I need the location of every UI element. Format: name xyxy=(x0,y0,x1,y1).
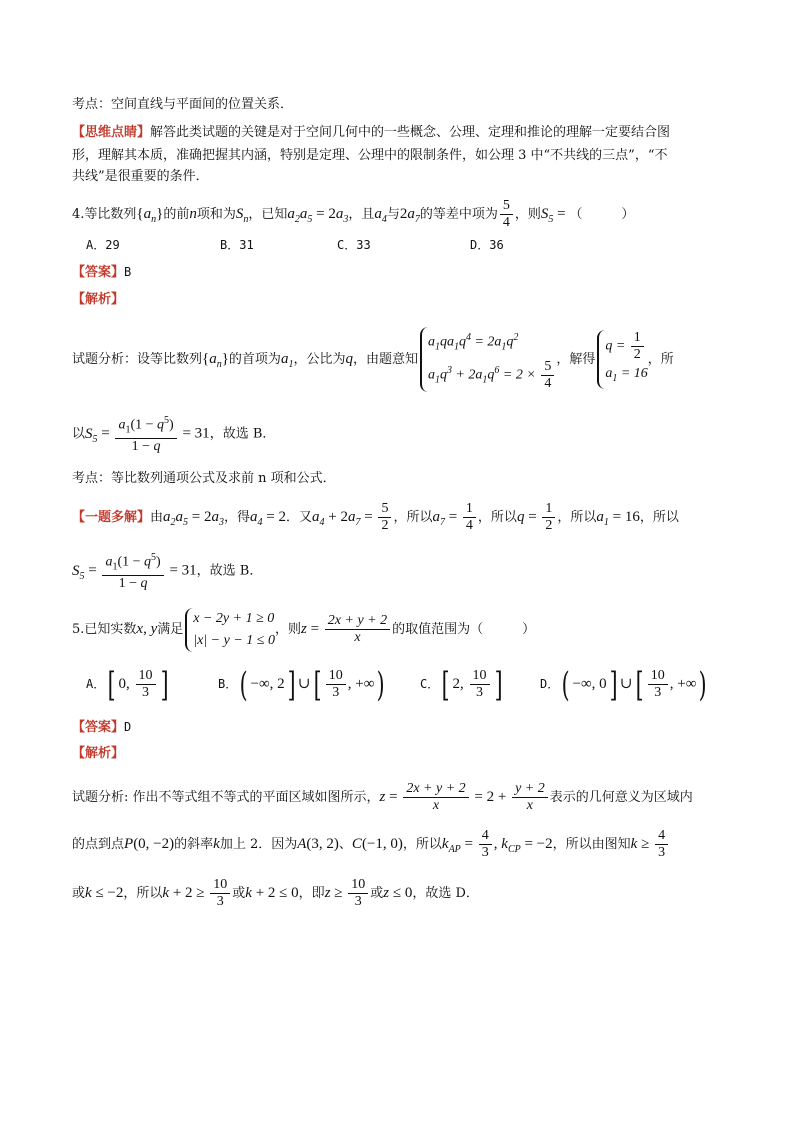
equation-system: $a_1qa_1q^4 = 2a_1q^2$ $a_1q^3 + 2a_1q^6 = 2$ × $\frac{5}{4}$ xyxy=(420,327,556,391)
q4-option-c: C．33 xyxy=(337,238,371,252)
siwei-line-1: 【思维点睛】解答此类试题的关键是对于空间几何中的一些概念、公理、定理和推论的理解一定要结合图 xyxy=(72,125,671,140)
q4-analysis-line-1: 试题分析：设等比数列$\{a_n\}$的首项为$a_1$，公比为q，由题意知 $a_1qa_1q^4 = 2a_1q^2$ $a_1q^3 + 2a_1q^6 = 2$ × $\frac{5}{4}$ ，解得 q = $\frac{1}{2}$ $a_1 = 16$ ，所 xyxy=(72,327,674,397)
solution-system: q = $\frac{1}{2}$ $a_1 = 16$ xyxy=(597,330,647,390)
yiti-line-2: $S_5$ = $\frac{a_1(1 - q^5)}{1 - q}$ = 31，故选 B． xyxy=(72,552,263,592)
q5-analysis-line-1: 试题分析: 作出不等式组不等式的平面区域如图所示，z = $\frac{2x + y + 2}{x}$ = 2 + $\frac{y + 2}{x}$ 表示的几何意义为区域内 xyxy=(72,781,693,813)
q5-analysis-tag: 【解析】 xyxy=(72,746,125,761)
question-4-stem: 4.等比数列$\{a_n\}$的前n项和为$S_n$，已知$a_2a_5 = 2a_3$，且$a_4$与$2a_7$的等差中项为 $\frac{5}{4}$ ，则$S_5$ = （ ） xyxy=(72,198,635,230)
q5-option-b: B．( −∞, 2] ∪[ $\frac{10}{3}$ , +∞) xyxy=(218,664,386,705)
q5-analysis-line-3: 或k ≤ −2，所以k + 2 ≥ $\frac{10}{3}$ 或k + 2 ≤ 0，即z ≥ $\frac{10}{3}$ 或z ≤ 0，故选 D． xyxy=(72,877,479,909)
q4-option-b: B．31 xyxy=(220,238,254,252)
q4-option-d: D．36 xyxy=(470,238,504,252)
q4-answer: 【答案】B xyxy=(72,265,132,280)
q4-option-a: A．29 xyxy=(86,238,120,252)
kaodian-2: 考点：等比数列通项公式及求前 n 项和公式． xyxy=(72,471,336,486)
q5-option-d: D．( −∞, 0] ∪[ $\frac{10}{3}$ , +∞) xyxy=(540,664,708,705)
yiti-line-1: 【一题多解】由$a_2a_5 = 2a_3$，得$a_4 = 2$．又$a_4 + 2a_7$ = $\frac{5}{2}$ ，所以$a_7$ = $\frac{1}{4}$ ，所以q = $\frac{1}{2}$ ，所以$a_1 = 16$，所以 xyxy=(72,501,679,533)
q5-analysis-line-2: 的点到点P(0, −2)的斜率k加上 2．因为A(3, 2)、C(−1, 0)，所以$k_{AP}$ = $\frac{4}{3}$ , $k_{CP} = -2$，所以由图知k ≥ $\frac{4}{3}$ xyxy=(72,824,670,870)
q5-option-c: C．[ 2, $\frac{10}{3}$ ] xyxy=(420,664,503,705)
question-5-stem: 5.已知实数x, y满足 x − 2y + 1 ≥ 0 |x| − y − 1 ≤ 0 ，则z = $\frac{2x + y + 2}{x}$ 的取值范围为（ ） xyxy=(72,606,535,653)
q5-option-a: A．[ 0, $\frac{10}{3}$ ] xyxy=(86,664,169,705)
question-5-options xyxy=(86,664,726,704)
siwei-line-2: 形，理解其本质，准确把握其内涵，特别是定理、公理中的限制条件，如公理 3 中“不共线的三点”，“不 xyxy=(72,148,668,163)
siwei-tag: 【思维点睛】 xyxy=(72,125,151,140)
q4-analysis-line-2: 以$S_5$ = $\frac{a_1(1 - q^5)}{1 - q}$ = 31，故选 B． xyxy=(72,415,276,455)
yiti-tag: 【一题多解】 xyxy=(72,510,151,525)
q4-analysis-tag: 【解析】 xyxy=(72,292,125,307)
siwei-line-3: 共线”是很重要的条件． xyxy=(72,169,209,184)
q5-answer: 【答案】D xyxy=(72,720,132,735)
kaodian-1: 考点：空间直线与平面间的位置关系． xyxy=(72,97,294,112)
answer-tag: 【答案】 xyxy=(72,265,125,280)
constraint-system: x − 2y + 1 ≥ 0 |x| − y − 1 ≤ 0 xyxy=(185,608,275,652)
